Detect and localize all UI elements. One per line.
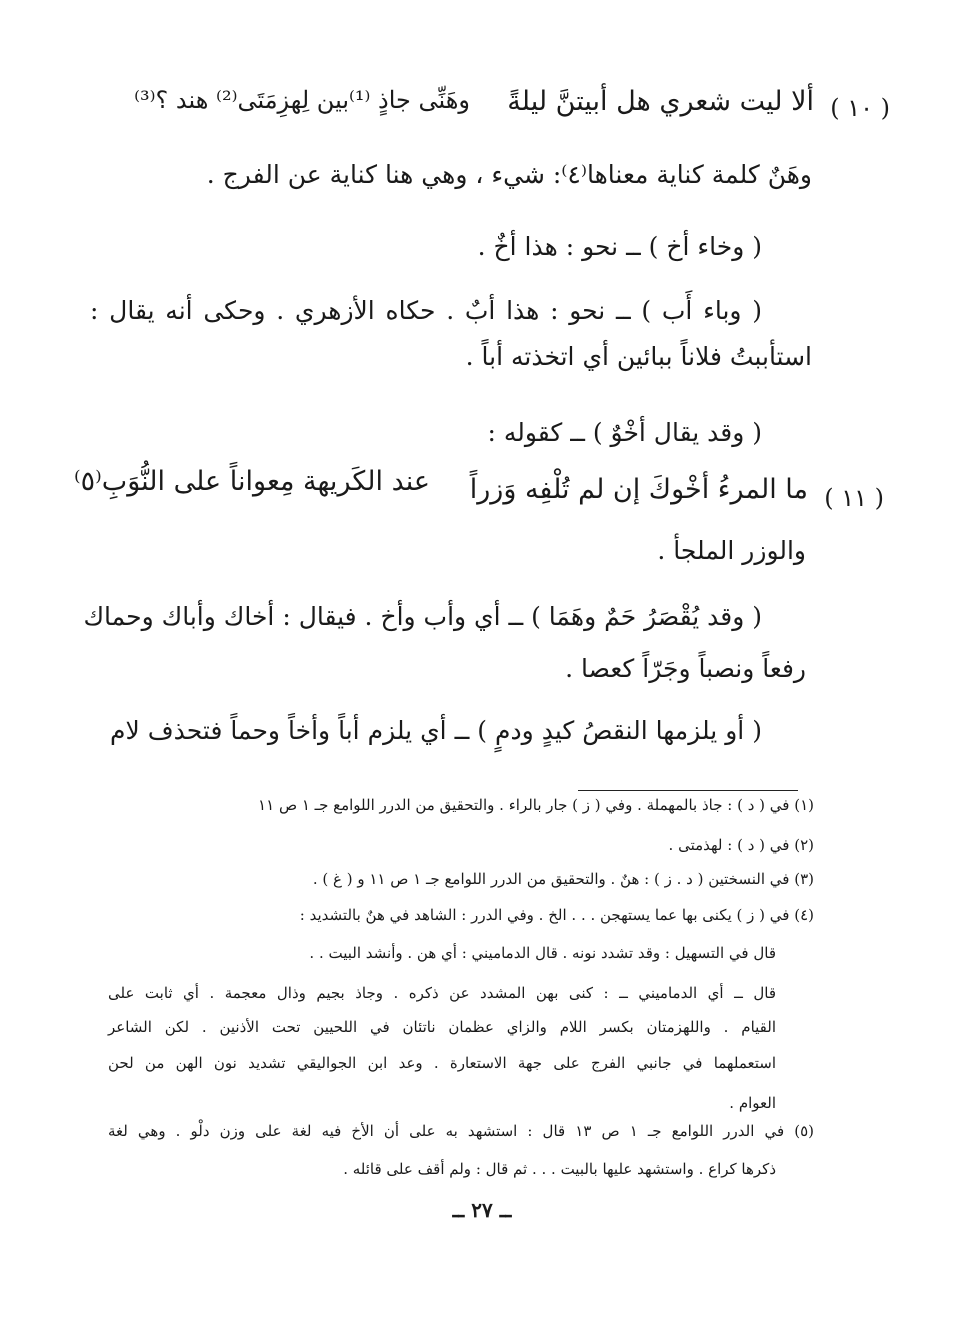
footnote: (٢) في ( د ) : لهذمتى . bbox=[668, 836, 814, 854]
body-text-line: وهَنٌ كلمة كناية معناها⁽٤⁾: شيء ، وهي هنا كناية عن الفرج . bbox=[206, 160, 812, 189]
footnote: قال في التسهيل : وقد تشدد نونه . قال الدماميني : أي هن . وأنشد البيت . . bbox=[309, 944, 776, 962]
footnote: ذكرها كراع . واستشهد عليها بالبيت . . . ثم قال : ولم أقف على قائله . bbox=[343, 1160, 776, 1178]
verse-hemistich: وهَنِّى جاذٍ ⁽¹⁾بين لِهزِمَتَى⁽²⁾ هند ؟⁽³⁾ bbox=[134, 86, 470, 114]
verse-hemistich: ما المرءُ أخْوكَ إن لم تُلْفِه وَزراً bbox=[469, 474, 808, 505]
body-text-line: ( وقد يقال أخْوٌ ) ــ كقوله : bbox=[487, 418, 762, 447]
verse-number: ( ١٠ ) bbox=[830, 94, 890, 122]
body-text-line: ( وقد يُقْصَرُ حَمٌ وهَمَا ) ــ أي وأب وأخ . فيقال : أخاك وأباك وحماك bbox=[83, 602, 762, 631]
page-number: ــ ٢٧ ــ bbox=[452, 1198, 512, 1222]
footnote: قال ــ أي الدماميني ــ : كنى بهن المشدد عن ذكره . وجاذ بجيم وذال معجمة . أي ثابت على bbox=[108, 984, 776, 1002]
footnote: (٣) في النسختين ( د . ز ) : هنٌ . والتحقيق من الدرر اللوامع جـ ١ ص ١١ و ( غ ) . bbox=[312, 870, 814, 888]
body-text-line: استأببتُ فلاناً ببائين أي اتخذته أباً . bbox=[465, 342, 812, 371]
body-text-line: رفعاً ونصباً وجَرّاً كعصا . bbox=[565, 654, 806, 683]
verse-number: ( ١١ ) bbox=[824, 484, 884, 512]
verse-hemistich: ألا ليت شعري هل أبيتنَّ ليلةً bbox=[507, 86, 814, 117]
footnote: (٤) في ( ز ) يكنى بها عما يستهجن . . . الخ . وفي الدرر : الشاهد في هنٌ بالتشديد : bbox=[299, 906, 814, 924]
footnote: القيام . واللهزمتان بكسر اللام والزاي عظمان ناتئان في اللحيين تحت الأذنين . لكن الشاعر bbox=[108, 1018, 776, 1036]
body-text-line: ( وخاء أخ ) ــ نحو : هذا أخٌ . bbox=[477, 232, 762, 261]
footnote: العوام . bbox=[729, 1094, 776, 1112]
body-text-line: والوزر الملجأ . bbox=[657, 536, 806, 565]
footnote: (١) في ( د ) : جاذ بالمهملة . وفي ( ز ) جار بالراء . والتحقيق من الدرر اللوامع جـ ١ ص ١١ bbox=[258, 796, 814, 814]
verse-hemistich: عند الكَريهة مِعواناً على النُّوَبِ⁽٥⁾ bbox=[74, 466, 430, 497]
footnote: استعملهما في جانبي الفرج على جهة الاستعارة . وعد ابن الجواليقي تشديد نون الهن من لحن bbox=[108, 1054, 776, 1072]
body-text-line: ( وباء أَب ) ــ نحو : هذا أبٌ . حكاه الأزهري . وحكى أنه يقال : bbox=[90, 296, 762, 325]
body-text-line: ( أو يلزمها النقصُ كيدٍ ودمٍ ) ــ أي يلزم أباً وأخاً وحماً فتحذف لام bbox=[110, 716, 762, 745]
footnote-separator bbox=[578, 790, 798, 791]
footnote: (٥) في الدرر اللوامع جـ ١ ص ١٣ قال : استشهد به على أن الأخ فيه لغة على وزن دلْو . وهي لغة bbox=[108, 1122, 814, 1140]
